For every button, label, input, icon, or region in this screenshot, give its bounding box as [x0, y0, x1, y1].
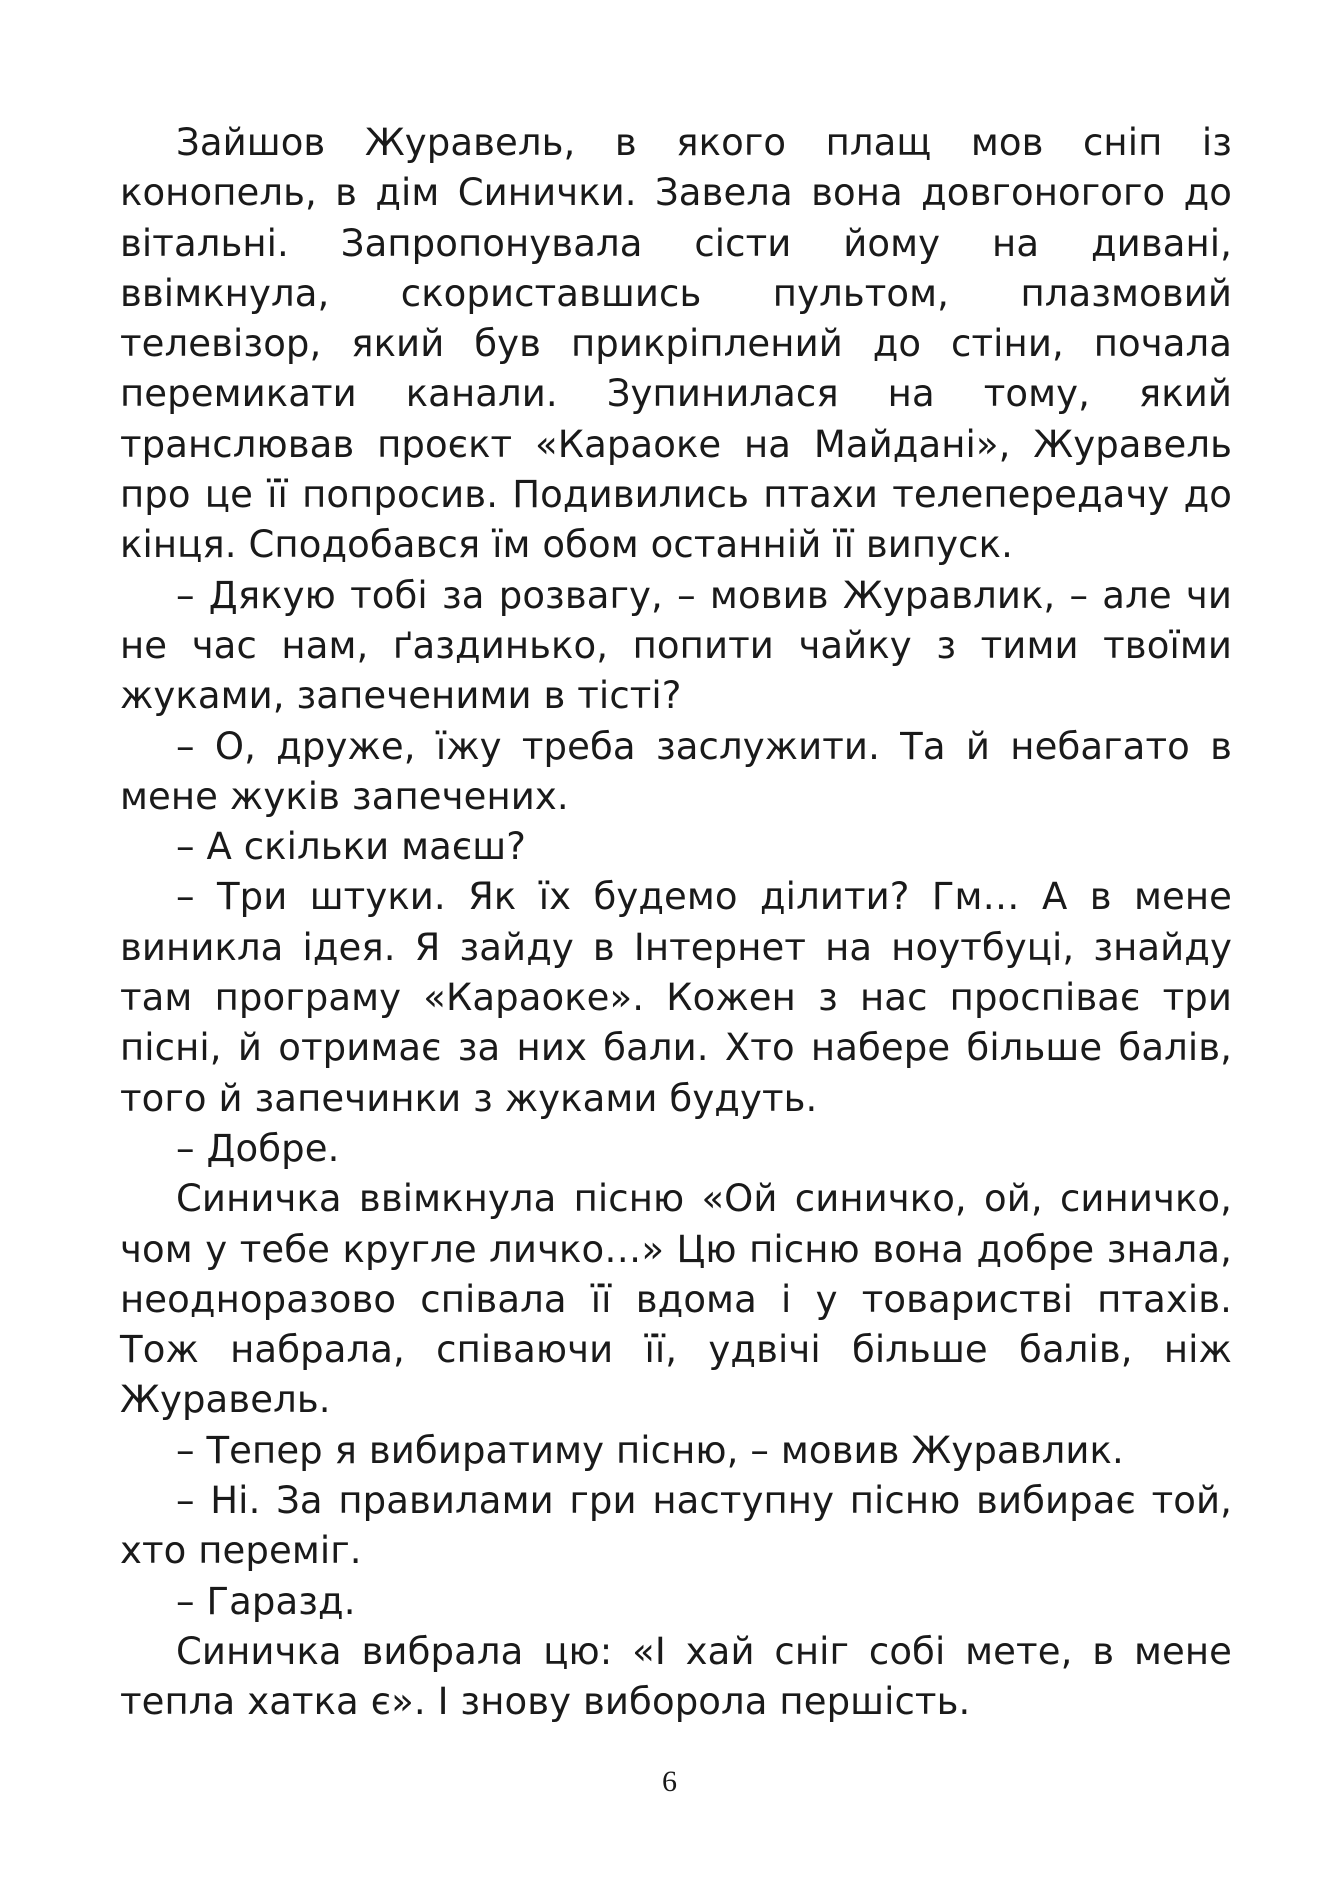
paragraph-11: Синичка вибрала цю: «І хай сніг собі мете, в мене тепла хатка є». І знову виборола першість.	[120, 1629, 1232, 1724]
paragraph-3: – О, друже, їжу треба заслужити. Та й небагато в мене жуків запечених.	[120, 724, 1232, 818]
paragraph-7: Синичка ввімкнула пісню «Ой синичко, ой, синичко, чом у тебе кругле личко…» Цю пісню вона добре знала, неодноразово співала її вдома і у товаристві птахів. Тож набрала, співаючи її, удвічі більше балів, ніж Журавель.	[120, 1177, 1232, 1422]
paragraph-10: – Гаразд.	[176, 1579, 356, 1623]
paragraph-4: – А скільки маєш?	[176, 825, 527, 869]
paragraph-1: Зайшов Журавель, в якого плащ мов сніп із конопель, в дім Синички. Завела вона довгоногого до вітальні. Запропонувала сісти йому на дивані, ввімкнула, скориставшись пультом, плазмовий телевізор, який був прикріплений до стіни, почала перемикати канали. Зупинилася на тому, який транслював проєкт «Караоке на Майдані», Журавель про це її попросив. Подивились птахи телепередачу до кінця. Сподобався їм обом останній її випуск.	[120, 121, 1232, 567]
paragraph-8: – Тепер я вибиратиму пісню, – мовив Журавлик.	[176, 1428, 1124, 1472]
paragraph-6: – Добре.	[176, 1126, 340, 1170]
page-number: 6	[662, 1765, 677, 1798]
paragraph-2: – Дякую тобі за розвагу, – мовив Журавлик, – але чи не час нам, ґаздинько, попити чайку з тими твоїми жуками, запеченими в тісті?	[120, 573, 1232, 718]
paragraph-9: – Ні. За правилами гри наступну пісню вибирає той, хто переміг.	[120, 1479, 1232, 1573]
body-text	[120, 118, 1232, 1728]
paragraph-5: – Три штуки. Як їх будемо ділити? Гм… А в мене виникла ідея. Я зайду в Інтернет на ноутбуці, знайду там програму «Караоке». Кожен з нас проспіває три пісні, й отримає за них бали. Хто набере більше балів, того й запечинки з жуками будуть.	[120, 875, 1232, 1120]
